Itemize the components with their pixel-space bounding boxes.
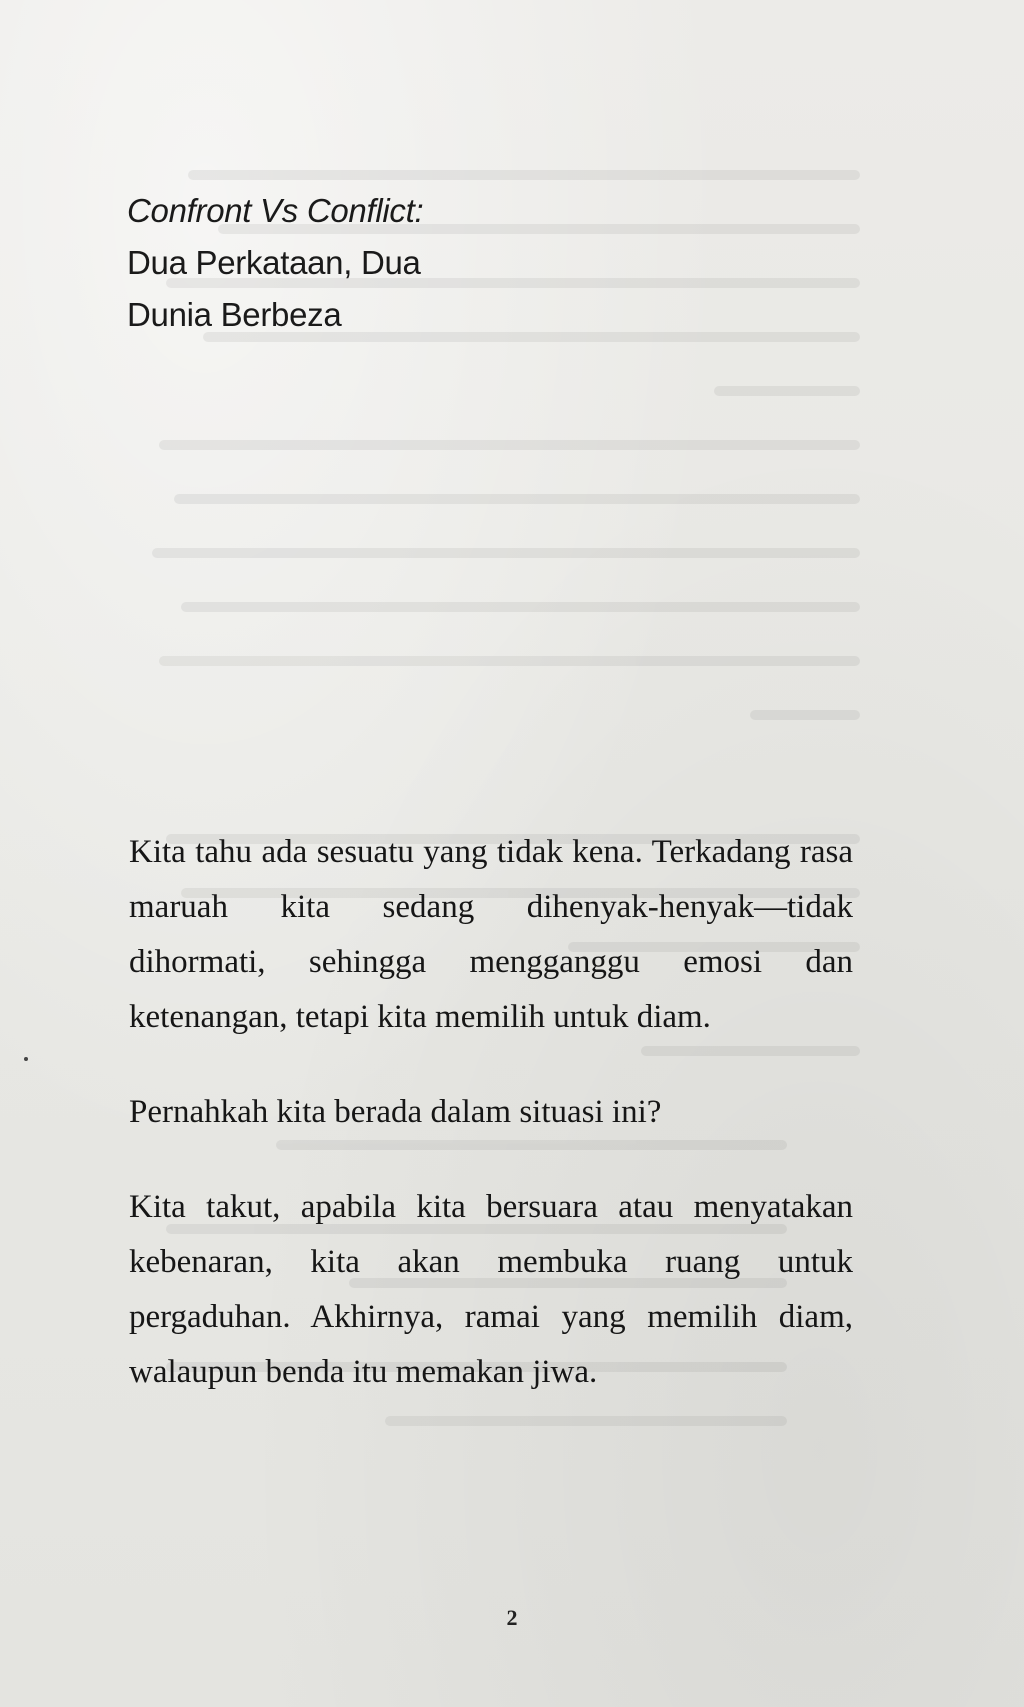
page-number: 2 — [506, 1605, 518, 1630]
body-text — [129, 825, 853, 1440]
paragraph-1: Kita tahu ada sesuatu yang tidak kena. Terkadang rasa maruah kita sedang dihenyak-henyak—tidak dihormati, sehingga mengganggu emosi dan ketenangan, tetapi kita memilih untuk diam. — [129, 834, 853, 1035]
paragraph-2: Pernahkah kita berada dalam situasi ini? — [129, 1094, 662, 1130]
chapter-title — [127, 185, 647, 341]
paragraph-3: Kita takut, apabila kita bersuara atau menyatakan kebenaran, kita akan membuka ruang untuk pergaduhan. Akhirnya, ramai yang memilih diam, walaupun benda itu memakan jiwa. — [129, 1189, 853, 1390]
chapter-title-line-3: Dunia Berbeza — [127, 296, 342, 333]
paper-speck — [24, 1057, 28, 1061]
chapter-title-italic: Confront Vs Conflict: — [127, 192, 424, 229]
chapter-title-line-2: Dua Perkataan, Dua — [127, 244, 421, 281]
